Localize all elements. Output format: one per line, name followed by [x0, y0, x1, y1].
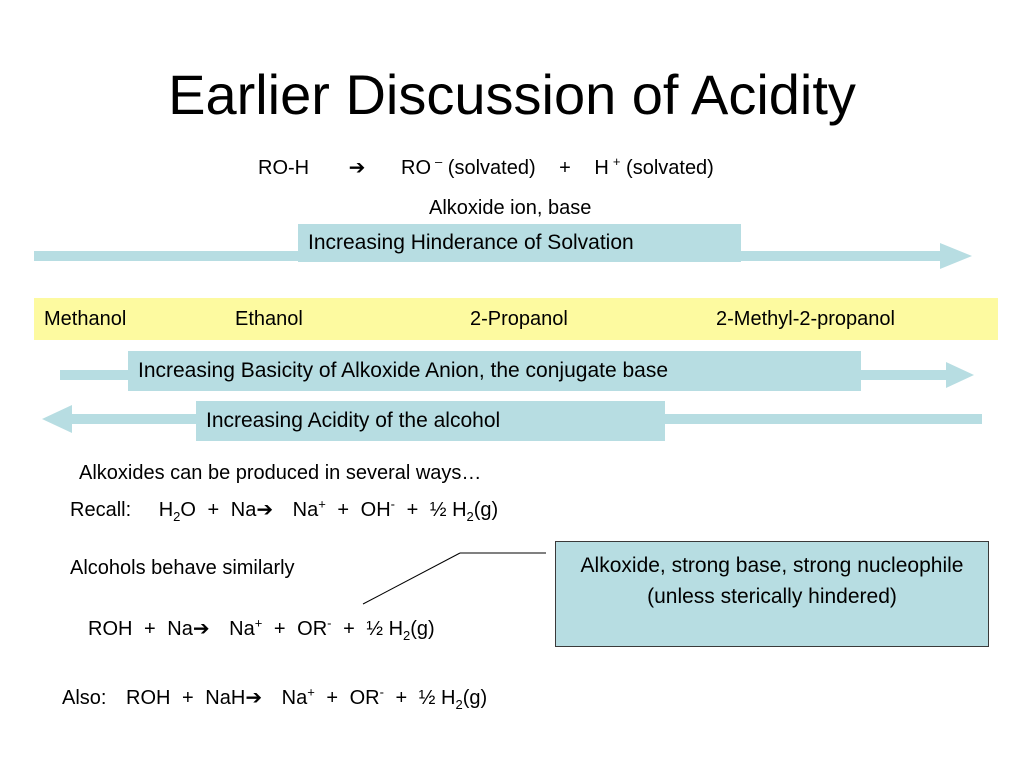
recall-equation: Recall: $H_2O$ + Na➔ Na+ + OH- + ½ $H_2(g)$	[70, 496, 499, 524]
product-proton: H	[594, 157, 609, 179]
acidity-label: Increasing Acidity of the alcohol	[196, 401, 665, 441]
alkoxide-label: Alkoxide ion, base	[429, 197, 592, 219]
arrow-icon: ➔	[256, 499, 274, 521]
reactant: RO-H	[258, 157, 310, 179]
arrow-icon: ➔	[245, 687, 263, 709]
alcohols-similar: Alcohols behave similarly	[70, 557, 295, 579]
callout-leader-line	[363, 553, 460, 604]
alcohol-methanol: Methanol	[44, 308, 127, 330]
alcohol-2-methyl-2-propanol: 2-Methyl-2-propanol	[716, 308, 895, 330]
arrow-icon: ➔	[192, 618, 210, 640]
alkoxide-callout: Alkoxide, strong base, strong nucleophile (unless sterically hindered)	[555, 541, 989, 647]
charge: +	[612, 154, 621, 170]
charge: –	[435, 154, 443, 170]
alcohol-ethanol: Ethanol	[235, 308, 303, 330]
slide-title: Earlier Discussion of Acidity	[168, 63, 856, 126]
state: (solvated)	[626, 157, 714, 179]
roh-nah-equation: Also: ROH + NaH➔ Na+ + OR- + ½ $H_2(g)$	[62, 684, 488, 712]
roh-na-equation: ROH + Na➔ Na+ + OR- + ½ $H_2(g)$	[88, 615, 435, 643]
recall-label: Recall:	[70, 499, 132, 521]
state: (solvated)	[447, 157, 536, 179]
plus: +	[559, 157, 571, 179]
solvation-label: Increasing Hinderance of Solvation	[298, 224, 741, 262]
arrow-icon: ➔	[348, 157, 366, 179]
alcohol-2-propanol: 2-Propanol	[470, 308, 568, 330]
product-alkoxide: RO	[401, 157, 431, 179]
also-label: Also:	[62, 687, 107, 709]
basicity-label: Increasing Basicity of Alkoxide Anion, the conjugate base	[128, 351, 861, 391]
production-intro: Alkoxides can be produced in several ways…	[79, 462, 482, 484]
